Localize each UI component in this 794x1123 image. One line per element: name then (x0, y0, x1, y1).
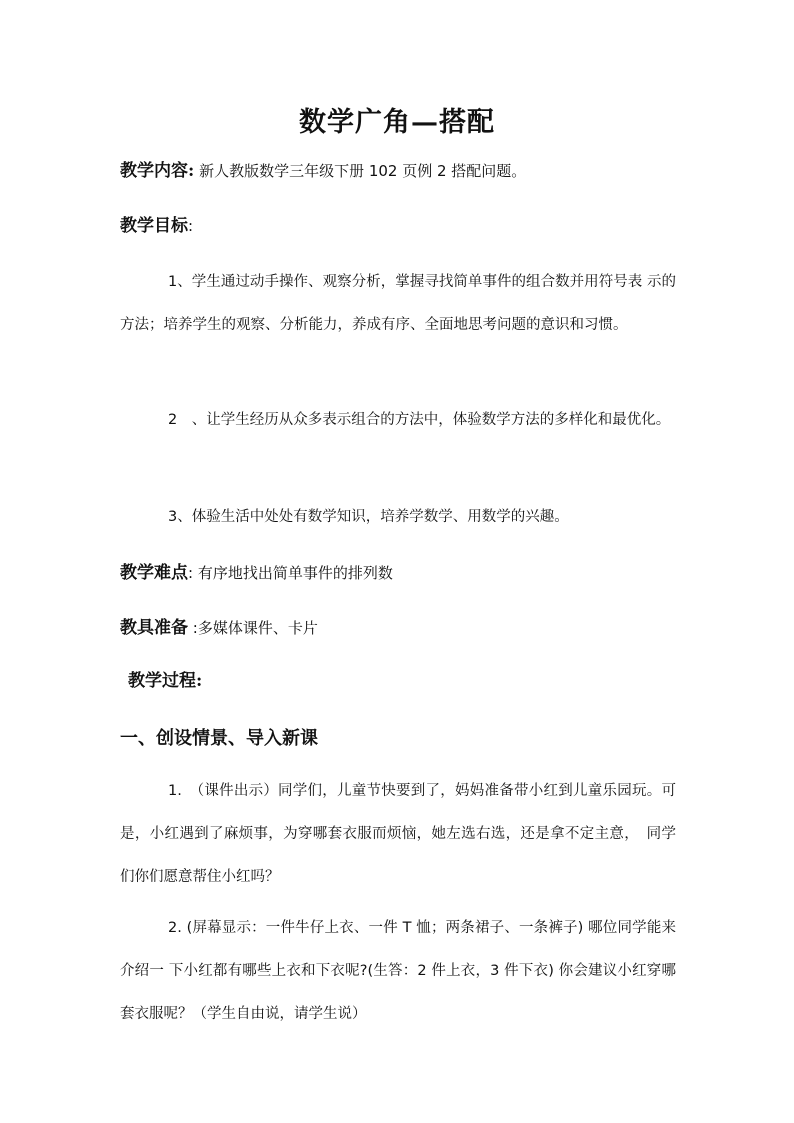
teaching-content-label: 教学内容 (120, 161, 188, 181)
section-1-item-2: 2. (屏幕显示：一件牛仔上衣、一件 T 恤；两条裙子、一条裤子) 哪位同学能来介绍一 下小红都有哪些上衣和下衣呢?(生答：2 件上衣，3 件下衣) 你会建议小红穿哪套衣服呢？（学生自由说，请学生说） (120, 920, 676, 1022)
teaching-difficulty-sep: : (188, 564, 194, 582)
teaching-difficulty-label: 教学难点 (120, 563, 188, 583)
section-1-item-1: 1. （课件出示）同学们，儿童节快要到了，妈妈准备带小红到儿童乐园玩。可是，小红遇到了麻烦事，为穿哪套衣服而烦恼，她左选右选，还是拿不定主意， 同学们你们愿意帮住小红吗？ (120, 783, 676, 885)
teaching-goals-label: 教学目标 (120, 216, 188, 236)
document-title: 数学广角—搭配 (299, 107, 495, 138)
teaching-process-label: 教学过程: (128, 671, 203, 691)
teaching-difficulty-text: 有序地找出简单事件的排列数 (197, 564, 393, 582)
teaching-content-sep: : (188, 161, 195, 181)
teaching-content-line (120, 160, 526, 182)
teaching-tools-line (120, 617, 318, 639)
goal-item-1: 1、学生通过动手操作、观察分析，掌握寻找简单事件的组合数并用符号表 示的方法；培养学生的观察、分析能力，养成有序、全面地思考问题的意识和习惯。 (120, 274, 676, 333)
teaching-goals-sep: : (188, 217, 194, 235)
teaching-tools-sep: : (192, 619, 198, 637)
teaching-process-line (128, 670, 202, 692)
teaching-tools-text: 多媒体课件、卡片 (197, 619, 318, 637)
teaching-goals-line (120, 215, 193, 237)
teaching-difficulty-line (120, 562, 393, 584)
section-1-heading: 一、创设情景、导入新课 (120, 728, 318, 749)
goal-item-2: 2 、让学生经历从众多表示组合的方法中，体验数学方法的多样化和最优化。 (168, 412, 671, 428)
teaching-tools-label: 教具准备 (120, 618, 188, 638)
teaching-content-text: 新人教版数学三年级下册 102 页例 2 搭配问题。 (199, 162, 527, 180)
goal-item-3: 3、体验生活中处处有数学知识，培养学数学、用数学的兴趣。 (168, 509, 569, 525)
